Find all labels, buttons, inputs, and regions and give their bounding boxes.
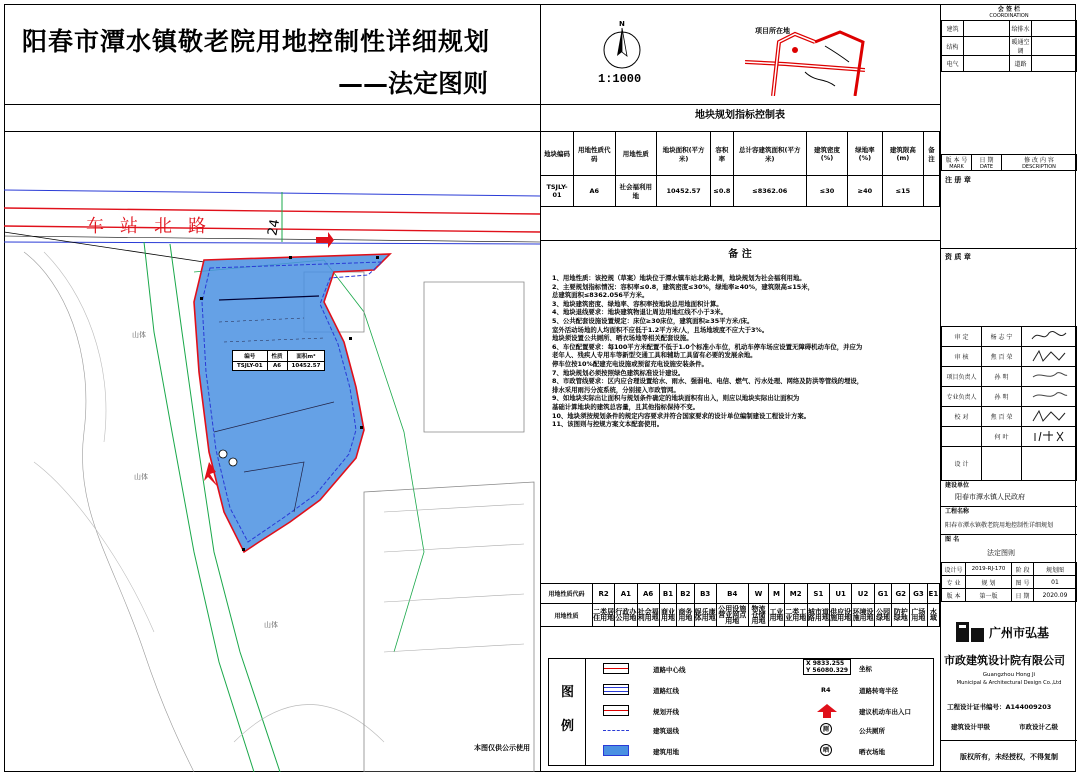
redline-swatch (603, 684, 629, 695)
drawing-label: 图 名 (945, 536, 960, 543)
legend-title-bottom: 例 (561, 719, 575, 734)
land-use-code: A6 (637, 584, 659, 604)
project-label: 工程名称 (945, 508, 970, 515)
revision-table: 版 本 号 MARK 日 期 DATE 修 改 内 容 DESCRIPTION (941, 154, 1077, 171)
land-use-code: G2 (892, 584, 910, 604)
centerline-swatch (603, 663, 629, 674)
parcel-label-value: A6 (267, 362, 287, 371)
land-use-name: 二类居住用地 (593, 604, 615, 627)
land-use-code: R2 (593, 584, 615, 604)
land-use-code: A1 (615, 584, 637, 604)
land-use-name: 防护绿地 (892, 604, 910, 627)
note-line: 6、车位配置要求：每100平方米配置不低于1.0个标准小车位，机动车停车场应设置无障碍机动车位，并应为 (552, 342, 863, 351)
project-name: 阳春市潭水镇敬老院用地控制性详细规划 (945, 522, 1054, 529)
cert-label: 工程设计证书编号：A144009203 (947, 703, 1052, 711)
note-line: 5、公共配套设施设置规定：床位≥30床位，建筑面积≥35平方米/床。 (552, 316, 754, 325)
company-logo (955, 620, 985, 644)
copyright: 版权所有，未经授权，不得复制 (960, 753, 1058, 761)
note-line: 老年人、残疾人专用车等新型交通工具和辅助工具留有必要的发展余地。 (552, 351, 757, 360)
index-header: 容积率 (711, 132, 733, 176)
parcel-label-header: 编号 (233, 351, 268, 362)
legend-item: 规划开线 (653, 708, 679, 716)
signature (1022, 367, 1077, 387)
approval-table: 审 定 杨 志 宁 审 核 焦 百 荣 项目负责人 孙 明 专业负责人 孙 明 校 对 焦 百 荣 何 叶 设 计 (941, 326, 1077, 481)
land-use-name: 娱乐康体用地 (694, 604, 716, 627)
drawing-title: 阳春市潭水镇敬老院用地控制性详细规划 (22, 27, 491, 56)
index-header: 备注 (924, 132, 940, 176)
register-seal-label: 注 册 章 (945, 176, 971, 184)
land-use-code: B3 (694, 584, 716, 604)
legend-item: 建筑退线 (653, 727, 679, 735)
land-use-name: 商务用地 (677, 604, 694, 627)
cert-number: A144009203 (1005, 703, 1052, 711)
land-use-code: B2 (677, 584, 694, 604)
note-line: 8、市政管线要求：区内应合理设置给水、雨水、强弱电、电信、燃气、污水处理、网络及防洪等管线的埋设， (552, 377, 864, 386)
countersign-table: 建筑 给排水 结构 暖通空调 电气 道路 (941, 20, 1077, 72)
countersign-title: 会 签 栏 (997, 6, 1021, 13)
drawing-subtitle: ——法定图则 (338, 69, 489, 98)
parcel-label-value: 10452.57 (287, 362, 325, 371)
legend-item: 建议机动车出入口 (859, 708, 911, 716)
land-use-name: 环境设施用地 (852, 604, 874, 627)
index-header: 总计容建筑面积(平方米) (733, 132, 806, 176)
signature (1022, 407, 1077, 427)
index-table-title: 地块规划指标控制表 (695, 110, 785, 121)
land-use-name: 物流仓储用地 (748, 604, 769, 627)
index-cell: 10452.57 (657, 176, 711, 207)
index-cell: ≥40 (848, 176, 883, 207)
index-cell: ≤8362.06 (733, 176, 806, 207)
laundry-icon: 晒 (820, 744, 832, 756)
meta-table: 设计号 2019-RJ-170 阶 段 规划图 专 业 规 划 图 号 01 版 本 第一版 日 期 2020.09 (941, 562, 1077, 602)
note-line: 4、地块退线要求：地块建筑物退让周边用地红线不小于3米。 (552, 308, 728, 317)
north-letter: N (619, 20, 625, 28)
road-name: 车站北路 (86, 216, 222, 237)
index-header: 用地性质 (615, 132, 656, 176)
legend-item: 晒衣场地 (859, 748, 885, 756)
land-use-table (540, 583, 940, 627)
note-line: 7、地块规划必须按照绿色建筑标准设计建设。 (552, 368, 685, 377)
index-cell: 社会福利用地 (615, 176, 656, 207)
parcel-label-header: 性质 (267, 351, 287, 362)
note-line: 室外活动场地的人均面积不应低于1.2平方米/人，且场地坡度不应大于3%。 (552, 325, 769, 334)
land-use-code: M (769, 584, 784, 604)
legend-title-top: 图 (561, 685, 575, 700)
land-use-name: 广场用地 (910, 604, 928, 627)
land-use-name: 工业用地 (769, 604, 784, 627)
legend-item: 建筑用地 (653, 748, 679, 756)
land-use-code: W (748, 584, 769, 604)
land-use-code: S1 (807, 584, 829, 604)
north-arrow (592, 22, 652, 74)
land-use-name: 社会福利用地 (637, 604, 659, 627)
land-use-name: 公园绿地 (874, 604, 892, 627)
signature (1022, 387, 1077, 407)
land-use-code: M2 (784, 584, 807, 604)
note-line: 3、地块建筑密度、绿地率、容积率按地块总用地面积计算。 (552, 299, 723, 308)
index-cell: TSJLY-01 (541, 176, 574, 207)
land-use-code: G3 (910, 584, 928, 604)
building-land-swatch (603, 745, 629, 756)
client-name: 阳春市潭水镇人民政府 (955, 493, 1025, 501)
index-header: 建筑限高(m) (882, 132, 923, 176)
legend (548, 658, 934, 766)
land-use-row-label: 用地性质代码 (541, 584, 593, 604)
index-table (540, 131, 940, 207)
legend-item: 道路转弯半径 (859, 687, 898, 695)
land-use-name: 水域 (927, 604, 939, 627)
client-label: 建设单位 (945, 482, 970, 489)
note-line: 基础计算地块的建筑总容量，且其他指标保持不变。 (552, 402, 699, 411)
land-use-code: B1 (659, 584, 676, 604)
land-use-code: G1 (874, 584, 892, 604)
company-name-en-1: Guangzhou Hong Ji (982, 672, 1036, 678)
note-line: 11、该图则与控规方案文本配套使用。 (552, 420, 664, 429)
parcel-label (232, 350, 325, 371)
land-use-name: 商业用地 (659, 604, 676, 627)
company-name-en-2: Municipal & Architectural Design Co.,Ltd (956, 680, 1062, 686)
title-block (940, 4, 1076, 772)
land-use-name: 城市道路用地 (807, 604, 829, 627)
open-line-swatch (603, 705, 629, 716)
scale-label: 1:1000 (598, 72, 642, 86)
site-map (4, 132, 540, 772)
note-line: 总建筑面积≤8362.056平方米。 (552, 291, 649, 300)
note-line: 2、主要规划指标情况：容积率≤0.8，建筑密度≤30%，绿地率≥40%，建筑限高≤15米， (552, 282, 814, 291)
setback-swatch (603, 730, 629, 731)
hill-label-3: 山体 (264, 621, 278, 629)
index-cell: ≤15 (882, 176, 923, 207)
index-header: 绿地率(%) (848, 132, 883, 176)
legend-item: 道路红线 (653, 687, 679, 695)
land-use-code: B4 (716, 584, 748, 604)
drawing-name: 法定图则 (987, 549, 1015, 557)
index-cell: ≤0.8 (711, 176, 733, 207)
note-line: 1、用地性质：该控规（草案）地块位于潭水镇车站北路北侧，地块规划为社会福利用地。 (552, 274, 806, 282)
note-line: 排水采用雨污分流系统，分别接入市政管网。 (552, 385, 680, 394)
index-cell (924, 176, 940, 207)
toilet-icon: 厕 (820, 723, 832, 735)
land-use-name: 供应设施用地 (829, 604, 851, 627)
grade-municipal: 市政设计乙级 (1019, 723, 1058, 731)
index-header: 地块编码 (541, 132, 574, 176)
index-header: 用地性质代码 (574, 132, 616, 176)
entrance-icon (817, 703, 837, 722)
index-cell: ≤30 (806, 176, 847, 207)
signature (1022, 427, 1077, 447)
hill-label-1: 山体 (132, 331, 146, 339)
land-use-code: U2 (852, 584, 874, 604)
company-name-1: 广州市弘基 (989, 626, 1050, 640)
location-label: 项目所在地 (755, 27, 790, 35)
land-use-row-label: 用地性质 (541, 604, 593, 627)
company-name-2: 市政建筑设计院有限公司 (944, 654, 1065, 667)
coord-sample: X 9833.255 Y 56080.329 (803, 659, 851, 675)
index-header: 地块面积(平方米) (657, 132, 711, 176)
notes-divider (540, 240, 940, 241)
land-use-code: E1 (927, 584, 939, 604)
hill-label-2: 山体 (134, 473, 148, 481)
note-line: 9、如地块实际出让面积与规划条件确定的地块面积有出入，则应以地块实际出让面积为 (552, 394, 800, 403)
notes-title: 备 注 (728, 249, 752, 260)
note-line: 10、地块须按规划条件的规定内容要求并符合国家要求的设计单位编制建设工程设计方案。 (552, 411, 811, 420)
land-use-name: 二类工业用地 (784, 604, 807, 627)
quality-seal-label: 资 质 章 (945, 253, 971, 261)
legend-item: 公共厕所 (859, 727, 885, 735)
signature (1022, 347, 1077, 367)
location-map (745, 12, 865, 96)
legend-item: 道路中心线 (653, 666, 686, 674)
public-notice: 本图仅供公示使用 (474, 744, 530, 752)
grade-architecture: 建筑设计甲级 (951, 723, 990, 731)
legend-item: 坐标 (859, 665, 872, 673)
title-divider-v (540, 4, 541, 104)
countersign-title-en: COORDINATION (989, 13, 1029, 19)
land-use-code: U1 (829, 584, 851, 604)
land-use-name: 公用设施营业网点用地 (718, 605, 747, 625)
legend-radius: R4 (821, 686, 831, 694)
notes-body (552, 274, 932, 429)
land-use-name: 行政办公用地 (615, 604, 637, 627)
note-line: 地块须设置公共厕所、晒衣场地等相关配套设施。 (552, 334, 693, 343)
index-header: 建筑密度(%) (806, 132, 847, 176)
note-line: 停车位按10%配建充电设施或预留充电设施安装条件。 (552, 359, 708, 368)
road-width: 24 (265, 218, 284, 237)
parcel-label-header: 面积m² (287, 351, 325, 362)
index-cell: A6 (574, 176, 616, 207)
parcel-label-value: TSJLY-01 (233, 362, 268, 371)
signature (1022, 327, 1077, 347)
